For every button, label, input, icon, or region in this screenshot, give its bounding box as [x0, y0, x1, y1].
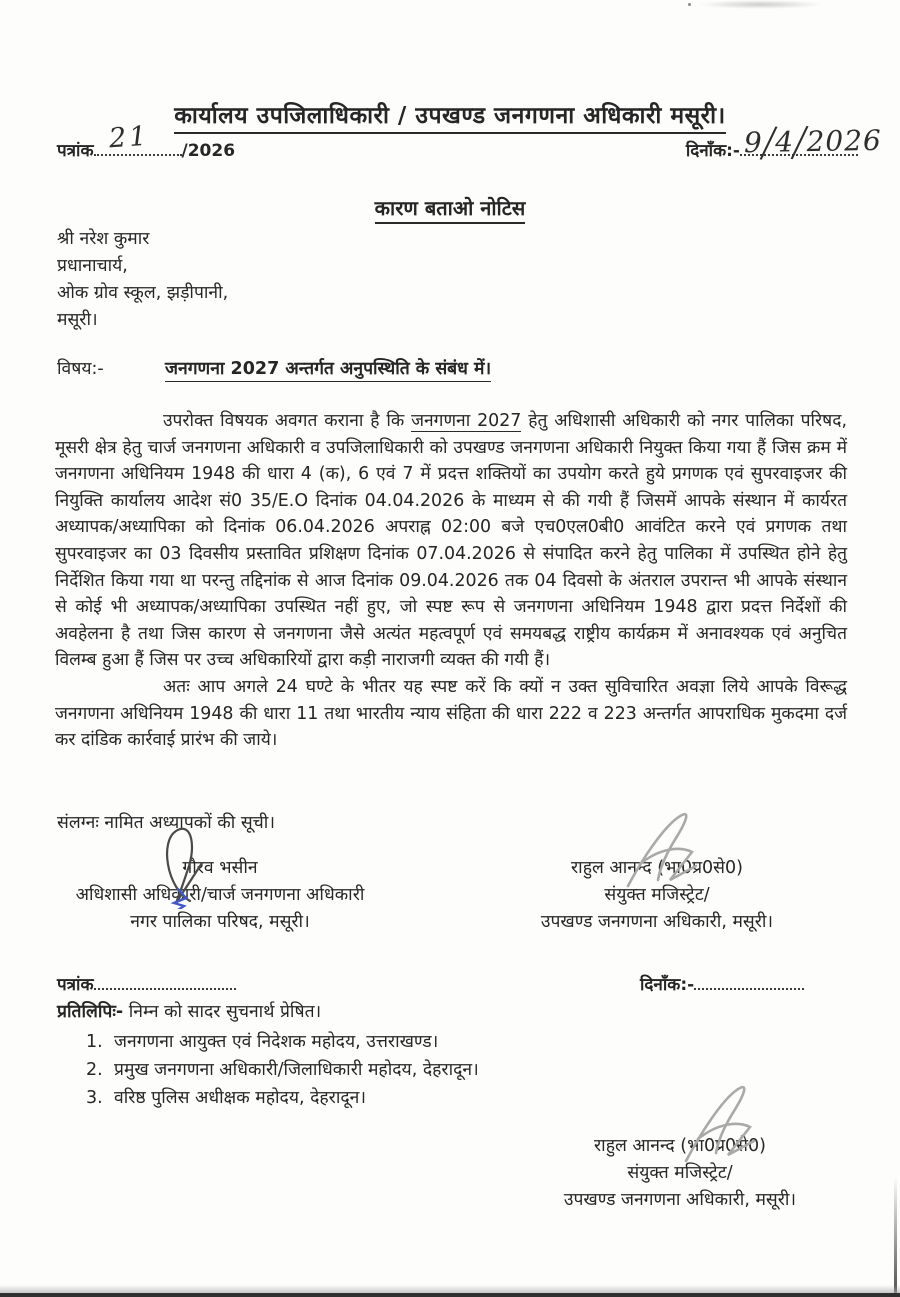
- notice-title: [0, 194, 900, 221]
- cc-item: [86, 1028, 479, 1056]
- notice-title-text: कारण बताओ नोटिस: [375, 196, 526, 224]
- subject-text: जनगणना 2027 अन्तर्गत अनुपस्थिति के संबंध में।: [165, 359, 491, 382]
- signatory-left-title2: नगर पालिका परिषद, मसूरी।: [130, 912, 310, 932]
- addressee-designation: प्रधानाचार्य,: [57, 256, 128, 276]
- addressee-institution: ओक ग्रोव स्कूल, झड़ीपानी,: [57, 283, 229, 303]
- date-label: दिनाँक:-: [685, 141, 740, 161]
- signatory-left-title1: अधिशासी अधिकारी/चार्ज जनगणना अधिकारी: [75, 885, 365, 905]
- letter-no-year: /2026: [181, 141, 236, 161]
- addressee-name: श्री नरेश कुमार: [57, 229, 150, 249]
- signatory-right-title2: उपखण्ड जनगणना अधिकारी, मसूरी।: [540, 912, 774, 932]
- cc-list: [86, 1028, 479, 1112]
- signatory-left-name: गौरव भसीन: [182, 858, 258, 878]
- cc-heading-rest: निम्न को सादर सुचनार्थ प्रेषित।: [123, 1002, 322, 1022]
- date-slash-2: /: [791, 116, 809, 167]
- signatory-right: [462, 855, 852, 936]
- scan-edge-right: [894, 1177, 897, 1297]
- signatory-left: [40, 855, 400, 936]
- scan-dot: [688, 3, 691, 6]
- cc-item: [86, 1084, 479, 1112]
- para1-underlined-phrase: जनगणना 2027: [411, 411, 522, 431]
- signatory-bottom-name: राहुल आनन्द (भा0प्र0से0): [594, 1136, 766, 1156]
- footer-date-group: [640, 972, 804, 995]
- office-header-text: कार्यालय उपजिलाधिकारी / उपखण्ड जनगणना अधिकारी मसूरी।: [174, 103, 726, 134]
- handwritten-date-month: 4: [774, 125, 795, 159]
- signatory-bottom: [500, 1133, 860, 1214]
- body-paragraph-1: [55, 408, 847, 674]
- footer-letter-no-label: पत्रांक: [57, 975, 94, 995]
- handwritten-date-year: 2026: [806, 123, 882, 159]
- handwritten-date-day: 9: [743, 125, 763, 160]
- scan-smudge: [698, 0, 823, 9]
- handwritten-letter-no: 21: [107, 120, 151, 155]
- signatory-right-name: राहुल आनन्द (भा0प्र0से0): [571, 858, 743, 878]
- signatory-bottom-title1: संयुक्त मजिस्ट्रेट/: [627, 1163, 733, 1183]
- letter-no-group: [57, 120, 236, 161]
- para1-rest: हेतु अधिशासी अधिकारी को नगर पालिका परिषद, मूसरी क्षेत्र हेतु चार्ज जनगणना अधिकारी व उपजिलाधिकारी को उपखण्ड जनगणना अधिकारी नियुक्त किया गया हैं जिस क्रम में जनगणना अधिनियम 1948 की धारा 4 (क), 6 एवं 7 में प्रदत्त शक्तियों का उपयोग करते हुये प्रगणक एवं सुपरवाइजर की नियुक्ति कार्यालय आदेश सं0 35/E.O दिनांक 04.04.2026 के माध्यम से की गयी हैं जिसमें आपके संस्थान में कार्यरत अध्यापक/अध्यापिका को दिनांक 06.04.2026 अपराह्न 02:00 बजे एच0एल0बी0 आवंटित करने एवं प्रगणक तथा सुपरवाइजर का 03 दिवसीय प्रस्तावित प्रशिक्षण दिनांक 07.04.2026 से संपादित करने हेतु पालिका में उपस्थित होने हेतु निर्देशित किया गया था परन्तु तद्दिनांक से आज दिनांक 09.04.2026 तक 04 दिवसो के अंतराल उपरान्त भी आपके संस्थान से कोई भी अध्यापक/अध्यापिका उपस्थित नहीं हुए, जो स्पष्ट रूप से जनगणना अधिनियम 1948 द्वारा प्रदत्त निर्देशों की अवहेलना है तथा जिस कारण से जनगणना जैसे अत्यंत महत्वपूर्ण एवं समयबद्ध राष्ट्रीय कार्यक्रम में अनावश्यक एवं अनुचित विलम्ब हुआ हैं जिस पर उच्च अधिकारियों द्वारा कड़ी नाराजगी व्यक्त की गयी हैं।: [55, 411, 847, 671]
- cc-label: प्रतिलिपिः-: [57, 1002, 124, 1022]
- signatory-right-title1: संयुक्त मजिस्ट्रेट/: [604, 885, 710, 905]
- signatory-bottom-title2: उपखण्ड जनगणना अधिकारी, मसूरी।: [563, 1190, 797, 1210]
- body-paragraph-2: अतः आप अगले 24 घण्टे के भीतर यह स्पष्ट करें कि क्यों न उक्त सुविचारित अवज्ञा लिये आपके विरूद्ध जनगणना अधिनियम 1948 की धारा 11 तथा भारतीय न्याय संहिता की धारा 222 व 223 अन्तर्गत आपराधिक मुकदमा दर्ज कर दांडिक कार्रवाई प्रारंभ की जाये।: [55, 676, 847, 751]
- addressee-block: [57, 226, 228, 334]
- footer-letter-no-dotted-line: [94, 975, 236, 990]
- handwritten-date: [743, 116, 882, 168]
- para1-lead: उपरोक्त विषयक अवगत कराना है कि: [163, 411, 412, 431]
- letter-body: [55, 408, 847, 754]
- cc-item-number: 2.: [86, 1060, 103, 1080]
- footer-ref-date-row: [57, 972, 845, 995]
- subject-row: [57, 356, 845, 380]
- cc-item-text: प्रमुख जनगणना अधिकारी/जिलाधिकारी महोदय, देहरादून।: [114, 1060, 479, 1080]
- cc-item-number: 1.: [86, 1032, 103, 1052]
- letter-no-label: पत्रांक: [57, 141, 94, 161]
- date-slash-1: /: [760, 117, 778, 168]
- enclosure-line: संलग्नः नामित अध्यापकों की सूची।: [57, 813, 275, 833]
- date-group: [685, 116, 882, 168]
- cc-item: [86, 1056, 479, 1084]
- footer-letter-no-group: [57, 975, 236, 995]
- cc-item-number: 3.: [86, 1088, 103, 1108]
- cc-item-text: वरिष्ठ पुलिस अधीक्षक महोदय, देहरादून।: [114, 1088, 367, 1108]
- subject-label: विषय:-: [57, 359, 104, 379]
- scan-edge-bottom: [0, 1293, 900, 1297]
- cc-item-text: जनगणना आयुक्त एवं निदेशक महोदय, उत्तराखण्ड।: [114, 1032, 439, 1052]
- addressee-city: मसूरी।: [57, 310, 98, 330]
- footer-date-dotted-line: [694, 975, 804, 990]
- footer-date-label: दिनाँक:-: [640, 975, 695, 995]
- cc-heading: [57, 999, 321, 1023]
